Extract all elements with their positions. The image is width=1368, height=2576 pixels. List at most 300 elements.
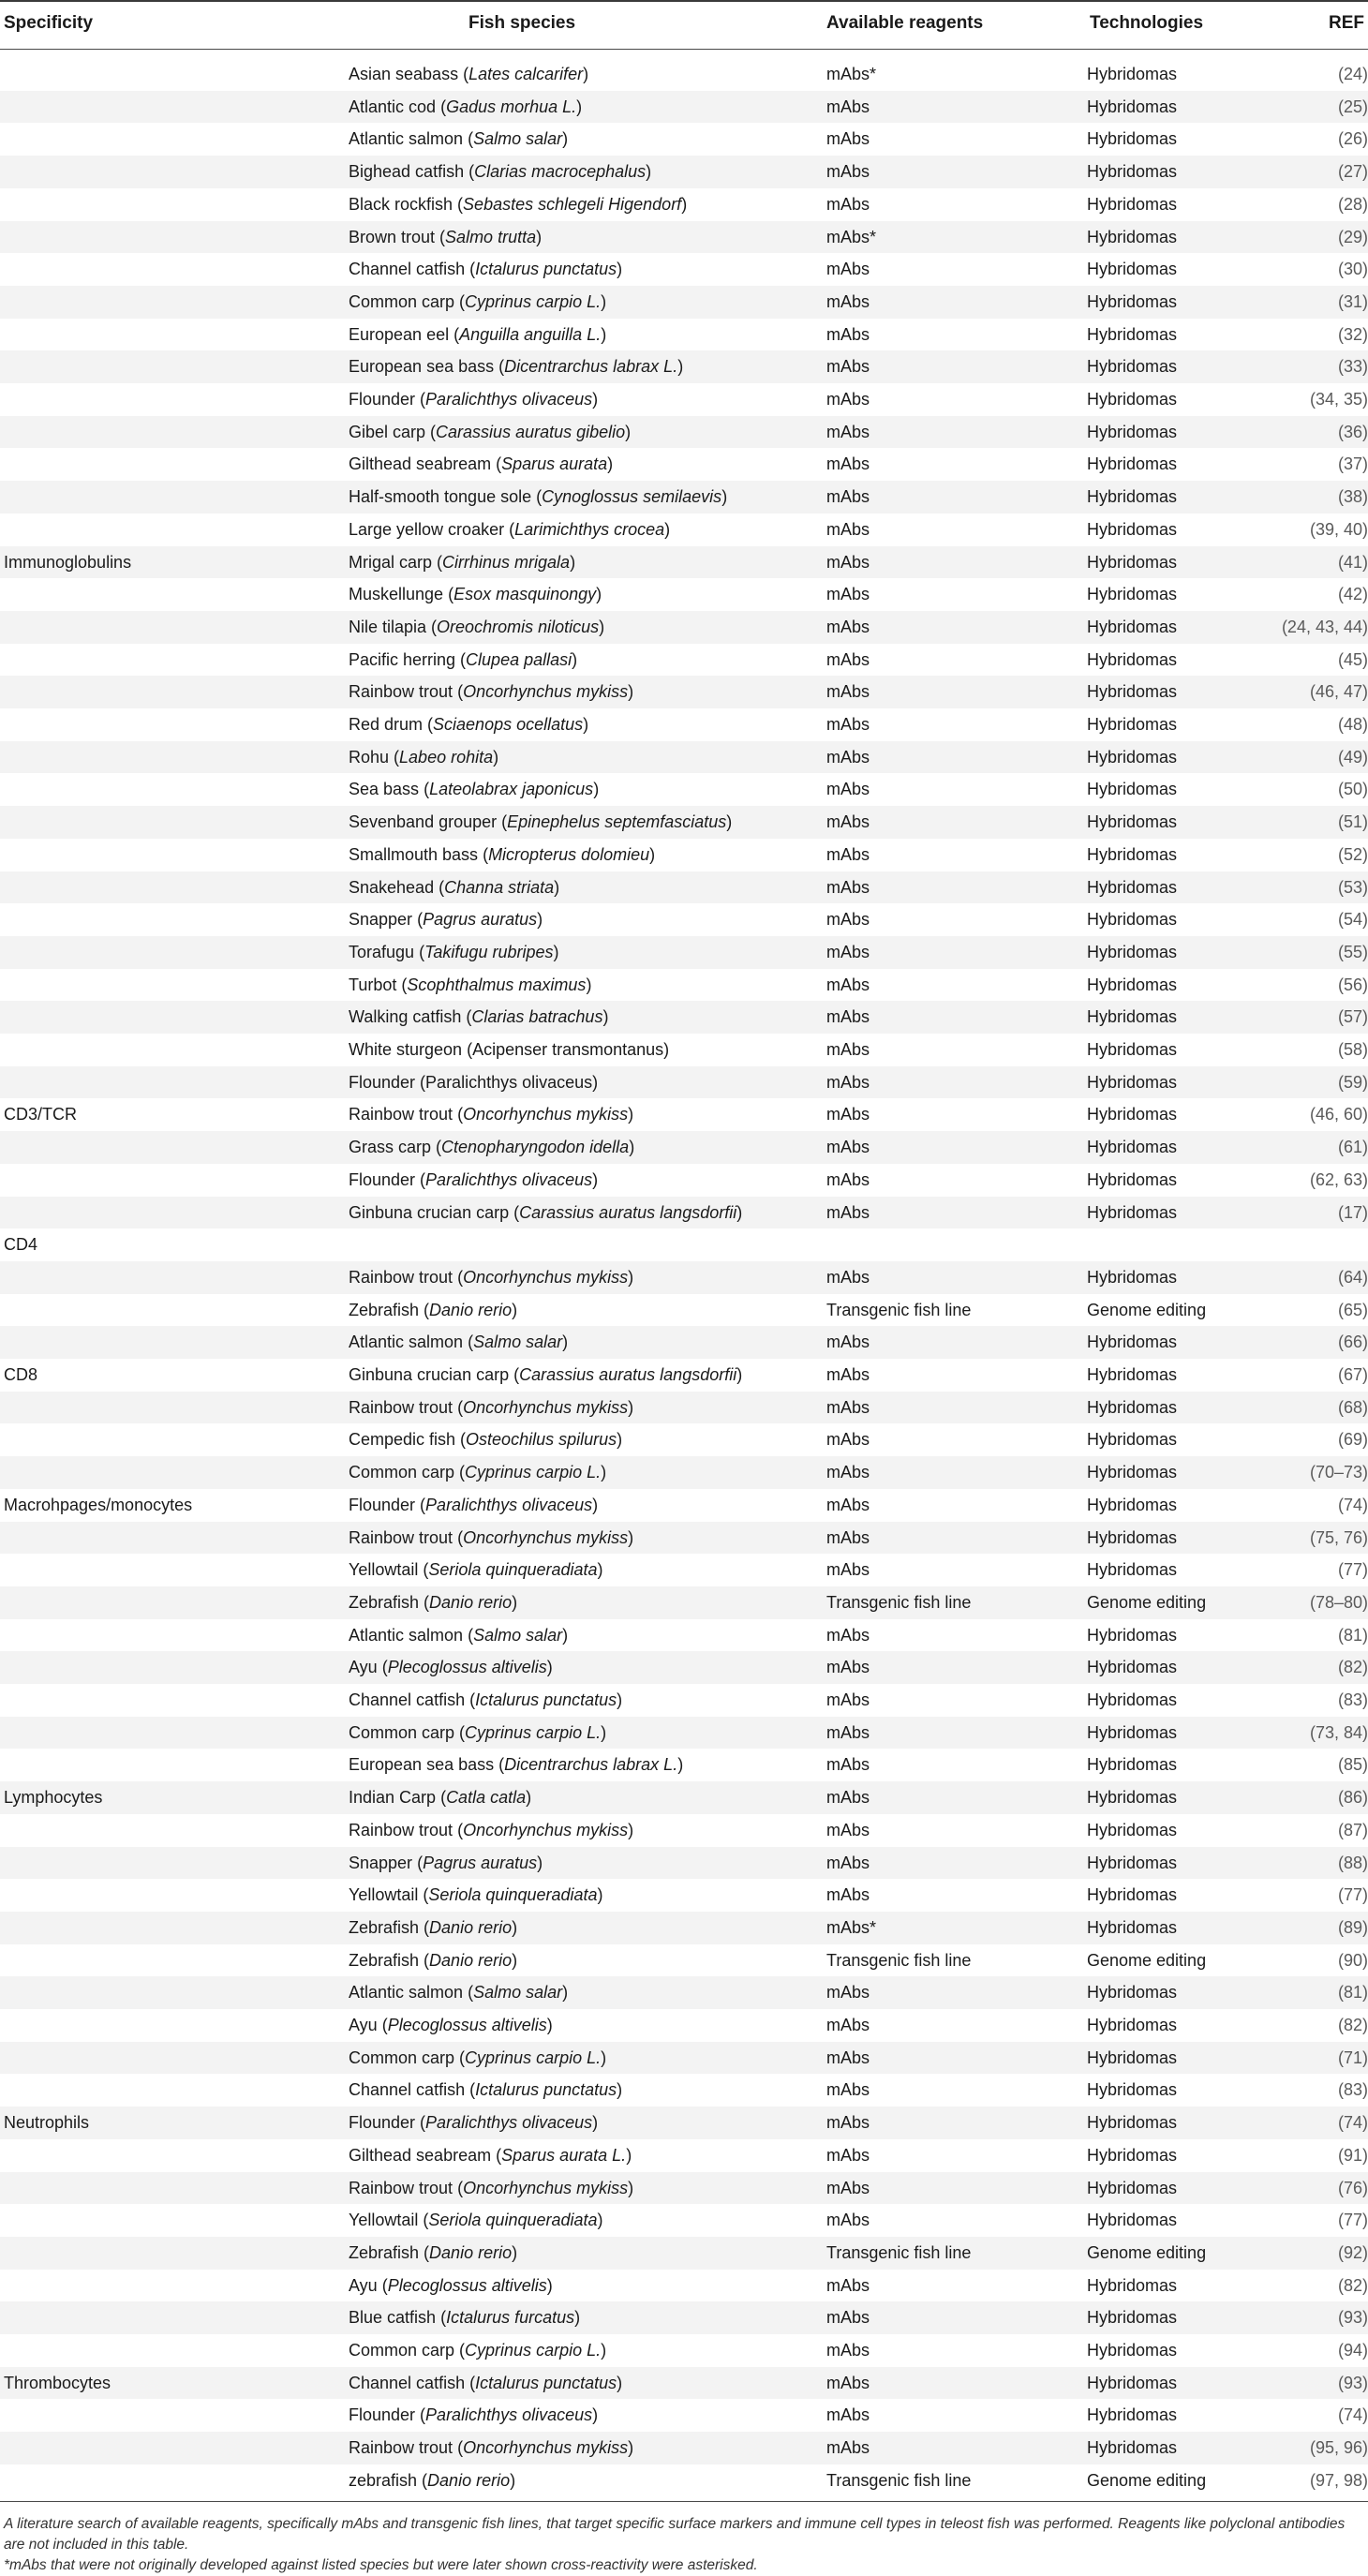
table-row: [0, 1034, 1368, 1066]
cell-technology: Hybridomas: [1087, 324, 1178, 344]
cell-fish-species: Flounder (Paralichthys olivaceus): [349, 1169, 599, 1189]
cell-ref: (94): [1337, 2341, 1368, 2360]
cell-technology: Hybridomas: [1087, 1267, 1178, 1287]
fish-common-name: Zebrafish: [349, 2242, 420, 2262]
cell-reagent: mAbs: [826, 324, 870, 344]
cell-technology: Hybridomas: [1087, 1690, 1178, 1709]
fish-scientific-name: Epinephelus septemfasciatus: [507, 812, 727, 832]
table-row: [0, 1847, 1368, 1880]
cell-reagent: mAbs: [826, 1138, 870, 1157]
cell-fish-species: Red drum (Sciaenops ocellatus): [349, 715, 589, 734]
fish-scientific-name: Ctenopharyngodon idella: [441, 1138, 630, 1157]
fish-scientific-name: Cyprinus carpio L.: [465, 1722, 602, 1742]
fish-scientific-name: Channa striata: [444, 877, 555, 897]
cell-technology: Hybridomas: [1087, 2275, 1178, 2295]
fish-scientific-name: Clupea pallasi: [466, 649, 572, 669]
cell-reagent: mAbs: [826, 2211, 870, 2230]
cell-reagent: mAbs: [826, 2016, 870, 2034]
table-row: [0, 2432, 1368, 2464]
fish-scientific-name: Sebastes schlegeli Higendorf: [463, 194, 682, 214]
cell-technology: Hybridomas: [1087, 519, 1178, 539]
table-row: [0, 416, 1368, 449]
cell-specificity: CD4: [4, 1235, 38, 1255]
fish-common-name: Rohu: [349, 747, 390, 767]
fish-common-name: Snakehead: [349, 877, 435, 897]
cell-fish-species: Atlantic salmon (Salmo salar): [349, 1983, 569, 2003]
cell-technology: Hybridomas: [1087, 1105, 1178, 1124]
fish-scientific-name: Takifugu rubripes: [424, 942, 554, 961]
cell-reagent: mAbs: [826, 1007, 870, 1027]
table-row: [0, 188, 1368, 221]
cell-fish-species: Yellowtail (Seriola quinqueradiata): [349, 1885, 603, 1905]
fish-common-name: Indian Carp: [349, 1788, 437, 1808]
fish-scientific-name: Paralichthys olivaceus: [425, 2405, 593, 2425]
fish-scientific-name: Scophthalmus maximus: [407, 975, 587, 994]
cell-technology: Hybridomas: [1087, 1169, 1178, 1189]
cell-technology: Hybridomas: [1087, 97, 1178, 116]
cell-fish-species: Ayu (Plecoglossus altivelis): [349, 1658, 553, 1677]
fish-common-name: Flounder: [349, 2113, 416, 2133]
table-row: [0, 1781, 1368, 1814]
fish-scientific-name: Oncorhynchus mykiss: [463, 1397, 629, 1417]
cell-fish-species: Blue catfish (Ictalurus furcatus): [349, 2308, 581, 2328]
table-row: [0, 1489, 1368, 1522]
fish-scientific-name: Dicentrarchus labrax L.: [504, 1755, 678, 1775]
cell-ref: (45): [1337, 649, 1368, 669]
cell-technology: Hybridomas: [1087, 65, 1178, 83]
fish-scientific-name: Danio rerio: [427, 2470, 511, 2490]
cell-fish-species: Gibel carp (Carassius auratus gibelio): [349, 422, 632, 441]
cell-technology: Hybridomas: [1087, 2080, 1178, 2100]
cell-ref: (38): [1337, 487, 1368, 507]
cell-fish-species: Ginbuna crucian carp (Carassius auratus langsdorfii): [349, 1202, 743, 1222]
fish-scientific-name: Paralichthys olivaceus: [425, 390, 593, 409]
cell-technology: Hybridomas: [1087, 1853, 1178, 1872]
fish-common-name: Common carp: [349, 291, 455, 311]
cell-fish-species: Snapper (Pagrus auratus): [349, 1853, 543, 1872]
cell-ref: (34, 35): [1309, 390, 1368, 409]
cell-fish-species: Flounder (Paralichthys olivaceus): [349, 2113, 599, 2133]
cell-reagent: mAbs: [826, 2405, 870, 2425]
cell-reagent: mAbs: [826, 844, 870, 864]
table-row: [0, 1586, 1368, 1619]
cell-reagent: mAbs: [826, 1072, 870, 1092]
cell-fish-species: Gilthead seabream (Sparus aurata L.): [349, 2145, 632, 2165]
cell-reagent: mAbs: [826, 1690, 870, 1709]
cell-reagent: mAbs: [826, 877, 870, 897]
fish-scientific-name: Paralichthys olivaceus: [425, 1495, 593, 1514]
cell-technology: Hybridomas: [1087, 291, 1178, 311]
fish-scientific-name: Cyprinus carpio L.: [465, 2047, 602, 2067]
cell-fish-species: Flounder (Paralichthys olivaceus): [349, 2405, 599, 2425]
cell-fish-species: Common carp (Cyprinus carpio L.): [349, 1463, 607, 1482]
cell-technology: Hybridomas: [1087, 1202, 1178, 1222]
table-row: [0, 123, 1368, 156]
cell-fish-species: Ayu (Plecoglossus altivelis): [349, 2275, 553, 2295]
cell-fish-species: Yellowtail (Seriola quinqueradiata): [349, 2211, 603, 2230]
cell-ref: (89): [1337, 1917, 1368, 1937]
table-row: [0, 676, 1368, 708]
table-row: [0, 871, 1368, 904]
cell-technology: Hybridomas: [1087, 1755, 1178, 1775]
cell-technology: Hybridomas: [1087, 844, 1178, 864]
cell-fish-species: Turbot (Scophthalmus maximus): [349, 975, 592, 994]
cell-reagent: mAbs: [826, 1365, 870, 1384]
fish-scientific-name: Ictalurus punctatus: [475, 1690, 617, 1709]
cell-technology: Hybridomas: [1087, 1527, 1178, 1547]
cell-reagent: mAbs: [826, 2308, 870, 2328]
cell-reagent: mAbs: [826, 487, 870, 507]
cell-technology: Hybridomas: [1087, 942, 1178, 961]
fish-scientific-name: Pagrus auratus: [423, 910, 538, 930]
cell-technology: Hybridomas: [1087, 1625, 1178, 1645]
table-row: [0, 286, 1368, 319]
fish-scientific-name: Oncorhynchus mykiss: [463, 1820, 629, 1839]
cell-technology: Hybridomas: [1087, 162, 1178, 182]
table-row: [0, 611, 1368, 644]
cell-reagent: Transgenic fish line: [826, 1592, 972, 1612]
cell-technology: Hybridomas: [1087, 1072, 1178, 1092]
cell-fish-species: Torafugu (Takifugu rubripes): [349, 942, 559, 961]
cell-reagent: mAbs: [826, 129, 870, 149]
fish-scientific-name: Paralichthys olivaceus: [425, 1169, 593, 1189]
table-row: [0, 969, 1368, 1002]
table-row: [0, 481, 1368, 514]
cell-reagent: mAbs: [826, 2373, 870, 2392]
cell-technology: Hybridomas: [1087, 1820, 1178, 1839]
fish-scientific-name: Sparus aurata L.: [501, 2145, 627, 2165]
cell-reagent: mAbs: [826, 1983, 870, 2003]
fish-common-name: Turbot: [349, 975, 397, 994]
cell-reagent: mAbs: [826, 942, 870, 961]
fish-common-name: Atlantic salmon: [349, 1333, 464, 1352]
fish-common-name: Zebrafish: [349, 1950, 420, 1970]
fish-common-name: Gibel carp: [349, 422, 426, 441]
cell-technology: Genome editing: [1087, 1592, 1207, 1612]
table-row: [0, 319, 1368, 351]
fish-common-name: Atlantic salmon: [349, 1983, 464, 2003]
fish-common-name: Gilthead seabream: [349, 454, 492, 474]
cell-reagent: mAbs: [826, 1267, 870, 1287]
fish-scientific-name: Oncorhynchus mykiss: [463, 1527, 629, 1547]
fish-common-name: zebrafish: [349, 2470, 418, 2490]
cell-ref: (69): [1337, 1430, 1368, 1450]
cell-ref: (88): [1337, 1853, 1368, 1872]
cell-ref: (31): [1337, 291, 1368, 311]
fish-scientific-name: Oncorhynchus mykiss: [463, 2438, 629, 2458]
cell-fish-species: Zebrafish (Danio rerio): [349, 2242, 518, 2262]
table-row: [0, 2237, 1368, 2270]
cell-technology: Hybridomas: [1087, 975, 1178, 994]
fish-scientific-name: Osteochilus spilurus: [466, 1430, 617, 1450]
table-row: [0, 221, 1368, 254]
cell-reagent: mAbs: [826, 422, 870, 441]
fish-scientific-name: Danio rerio: [429, 1300, 513, 1319]
cell-ref: (77): [1337, 2211, 1368, 2230]
cell-ref: (97, 98): [1309, 2470, 1368, 2490]
cell-reagent: mAbs: [826, 910, 870, 930]
fish-common-name: Sevenband grouper: [349, 812, 498, 832]
cell-ref: (25): [1337, 97, 1368, 116]
fish-scientific-name: Danio rerio: [429, 1592, 513, 1612]
table-row: [0, 1197, 1368, 1229]
cell-technology: Genome editing: [1087, 1300, 1207, 1319]
cell-ref: (26): [1337, 129, 1368, 149]
table-row: [0, 1684, 1368, 1717]
cell-ref: (85): [1337, 1755, 1368, 1775]
cell-fish-species: zebrafish (Danio rerio): [349, 2470, 516, 2490]
cell-reagent: mAbs: [826, 812, 870, 832]
cell-reagent: mAbs: [826, 1658, 870, 1677]
fish-scientific-name: Micropterus dolomieu: [488, 844, 650, 864]
cell-ref: (82): [1337, 2275, 1368, 2295]
fish-common-name: Flounder: [349, 1495, 416, 1514]
cell-technology: Hybridomas: [1087, 2438, 1178, 2458]
table-row: [0, 1456, 1368, 1489]
cell-fish-species: Ginbuna crucian carp (Carassius auratus langsdorfii): [349, 1365, 743, 1384]
cell-fish-species: Common carp (Cyprinus carpio L.): [349, 2047, 607, 2067]
cell-ref: (62, 63): [1309, 1169, 1368, 1189]
cell-ref: (49): [1337, 747, 1368, 767]
fish-common-name: Blue catfish: [349, 2308, 437, 2328]
cell-technology: Hybridomas: [1087, 129, 1178, 149]
header-technologies: Technologies: [1090, 13, 1204, 33]
fish-scientific-name: Ictalurus punctatus: [475, 260, 617, 279]
table-row: [0, 1261, 1368, 1294]
fish-common-name: Walking catfish: [349, 1007, 462, 1027]
fish-scientific-name: Clarias batrachus: [471, 1007, 603, 1027]
cell-fish-species: Zebrafish (Danio rerio): [349, 1300, 518, 1319]
table-row: [0, 1619, 1368, 1652]
cell-technology: Hybridomas: [1087, 2178, 1178, 2197]
table-row: [0, 2107, 1368, 2139]
cell-technology: Hybridomas: [1087, 1495, 1178, 1514]
fish-scientific-name: Ictalurus punctatus: [475, 2373, 617, 2392]
cell-technology: Hybridomas: [1087, 715, 1178, 734]
cell-specificity: CD8: [4, 1365, 38, 1384]
cell-fish-species: European sea bass (Dicentrarchus labrax L.): [349, 357, 684, 377]
fish-scientific-name: Sparus aurata: [501, 454, 608, 474]
table-row: [0, 839, 1368, 871]
fish-common-name: Muskellunge: [349, 585, 444, 604]
cell-fish-species: Atlantic salmon (Salmo salar): [349, 1333, 569, 1352]
cell-ref: (50): [1337, 780, 1368, 799]
fish-scientific-name: Clarias macrocephalus: [474, 162, 647, 182]
cell-fish-species: Atlantic salmon (Salmo salar): [349, 1625, 569, 1645]
cell-technology: Hybridomas: [1087, 649, 1178, 669]
cell-fish-species: Rainbow trout (Oncorhynchus mykiss): [349, 682, 634, 702]
cell-fish-species: Yellowtail (Seriola quinqueradiata): [349, 1560, 603, 1580]
cell-ref: (28): [1337, 194, 1368, 214]
cell-ref: (46, 47): [1309, 682, 1368, 702]
cell-ref: (61): [1337, 1138, 1368, 1157]
cell-reagent: Transgenic fish line: [826, 1300, 972, 1319]
cell-ref: (93): [1337, 2308, 1368, 2328]
fish-scientific-name: Anguilla anguilla L.: [459, 324, 602, 344]
cell-reagent: mAbs: [826, 162, 870, 182]
cell-technology: Hybridomas: [1087, 2405, 1178, 2425]
table-row: [0, 1098, 1368, 1131]
table-row: [0, 1131, 1368, 1164]
table-row: [0, 1912, 1368, 1944]
table-bottom-rule: [0, 2501, 1368, 2502]
fish-scientific-name: Cyprinus carpio L.: [465, 2341, 602, 2360]
fish-scientific-name: Carassius auratus gibelio: [436, 422, 626, 441]
fish-scientific-name: Salmo salar: [473, 1625, 563, 1645]
cell-reagent: mAbs: [826, 1430, 870, 1450]
table-row: [0, 773, 1368, 806]
fish-common-name: Zebrafish: [349, 1300, 420, 1319]
cell-fish-species: Flounder (Paralichthys olivaceus): [349, 1495, 599, 1514]
cell-ref: (54): [1337, 910, 1368, 930]
cell-technology: Hybridomas: [1087, 617, 1178, 636]
table-row: [0, 156, 1368, 188]
cell-ref: (17): [1337, 1202, 1368, 1222]
cell-reagent: mAbs: [826, 2113, 870, 2133]
fish-scientific-name: Larimichthys crocea: [514, 519, 665, 539]
cell-specificity: Immunoglobulins: [4, 552, 132, 572]
cell-ref: (74): [1337, 2405, 1368, 2425]
cell-reagent: mAbs: [826, 1169, 870, 1189]
fish-scientific-name: Oreochromis niloticus: [437, 617, 600, 636]
fish-common-name: Cempedic fish: [349, 1430, 456, 1450]
fish-scientific-name: Acipenser transmontanus: [472, 1040, 664, 1059]
cell-ref: (73, 84): [1309, 1722, 1368, 1742]
cell-reagent: mAbs: [826, 2178, 870, 2197]
fish-common-name: Nile tilapia: [349, 617, 427, 636]
cell-fish-species: Rainbow trout (Oncorhynchus mykiss): [349, 2438, 634, 2458]
fish-common-name: Ginbuna crucian carp: [349, 1365, 510, 1384]
cell-reagent: mAbs: [826, 715, 870, 734]
cell-technology: Hybridomas: [1087, 2308, 1178, 2328]
cell-ref: (66): [1337, 1333, 1368, 1352]
fish-scientific-name: Gadus morhua L.: [446, 97, 577, 116]
fish-common-name: Channel catfish: [349, 2080, 466, 2100]
fish-scientific-name: Salmo salar: [473, 1983, 563, 2003]
cell-technology: Hybridomas: [1087, 1658, 1178, 1677]
fish-scientific-name: Catla catla: [446, 1788, 527, 1808]
cell-technology: Hybridomas: [1087, 1983, 1178, 2003]
fish-common-name: Rainbow trout: [349, 1527, 454, 1547]
cell-fish-species: Nile tilapia (Oreochromis niloticus): [349, 617, 605, 636]
table-row: [0, 514, 1368, 546]
fish-common-name: Torafugu: [349, 942, 415, 961]
table-row: [0, 644, 1368, 677]
cell-reagent: mAbs: [826, 2145, 870, 2165]
cell-ref: (92): [1337, 2242, 1368, 2262]
cell-fish-species: Large yellow croaker (Larimichthys crocea): [349, 519, 671, 539]
table-row: [0, 2204, 1368, 2237]
cell-reagent: mAbs: [826, 1625, 870, 1645]
fish-scientific-name: Danio rerio: [429, 1917, 513, 1937]
fish-scientific-name: Cirrhinus mrigala: [442, 552, 571, 572]
cell-fish-species: Rainbow trout (Oncorhynchus mykiss): [349, 2178, 634, 2197]
cell-technology: Hybridomas: [1087, 1463, 1178, 1482]
cell-fish-species: Rainbow trout (Oncorhynchus mykiss): [349, 1527, 634, 1547]
cell-technology: Hybridomas: [1087, 780, 1178, 799]
fish-common-name: Snapper: [349, 1853, 413, 1872]
fish-scientific-name: Oncorhynchus mykiss: [463, 2178, 629, 2197]
cell-ref: (24, 43, 44): [1281, 617, 1368, 636]
table-row: [0, 350, 1368, 383]
fish-common-name: Channel catfish: [349, 260, 466, 279]
table-row: [0, 2464, 1368, 2497]
cell-technology: Hybridomas: [1087, 1722, 1178, 1742]
fish-scientific-name: Carassius auratus langsdorfii: [519, 1365, 737, 1384]
fish-common-name: Ginbuna crucian carp: [349, 1202, 510, 1222]
cell-ref: (82): [1337, 2016, 1368, 2034]
cell-fish-species: Zebrafish (Danio rerio): [349, 1917, 518, 1937]
cell-ref: (93): [1337, 2373, 1368, 2392]
table-row: [0, 1717, 1368, 1750]
cell-technology: Hybridomas: [1087, 1138, 1178, 1157]
cell-ref: (33): [1337, 357, 1368, 377]
cell-fish-species: Grass carp (Ctenopharyngodon idella): [349, 1138, 635, 1157]
fish-scientific-name: Oncorhynchus mykiss: [463, 682, 629, 702]
cell-fish-species: Flounder (Paralichthys olivaceus): [349, 390, 599, 409]
cell-ref: (65): [1337, 1300, 1368, 1319]
fish-common-name: Pacific herring: [349, 649, 456, 669]
cell-fish-species: Channel catfish (Ictalurus punctatus): [349, 1690, 623, 1709]
cell-reagent: mAbs: [826, 1788, 870, 1808]
cell-technology: Hybridomas: [1087, 487, 1178, 507]
fish-common-name: Black rockfish: [349, 194, 454, 214]
table-row: [0, 58, 1368, 91]
fish-common-name: Bighead catfish: [349, 162, 465, 182]
table-row: [0, 1294, 1368, 1327]
fish-common-name: Rainbow trout: [349, 2438, 454, 2458]
fish-scientific-name: Ictalurus furcatus: [446, 2308, 575, 2328]
cell-reagent: mAbs: [826, 1853, 870, 1872]
fish-common-name: Rainbow trout: [349, 2178, 454, 2197]
cell-technology: Hybridomas: [1087, 1040, 1178, 1059]
cell-fish-species: Smallmouth bass (Micropterus dolomieu): [349, 844, 656, 864]
fish-common-name: Rainbow trout: [349, 1267, 454, 1287]
header-ref: REF: [1329, 13, 1364, 33]
cell-technology: Hybridomas: [1087, 2016, 1178, 2034]
fish-common-name: Channel catfish: [349, 2373, 466, 2392]
table-row: [0, 1944, 1368, 1977]
fish-scientific-name: Paralichthys olivaceus: [425, 1072, 593, 1092]
cell-reagent: mAbs: [826, 1397, 870, 1417]
table-row: [0, 91, 1368, 124]
cell-reagent: mAbs: [826, 390, 870, 409]
cell-fish-species: Rainbow trout (Oncorhynchus mykiss): [349, 1397, 634, 1417]
table-row: [0, 578, 1368, 611]
fish-common-name: Gilthead seabream: [349, 2145, 492, 2165]
cell-reagent: mAbs: [826, 1820, 870, 1839]
fish-common-name: Channel catfish: [349, 1690, 466, 1709]
table-row: [0, 2367, 1368, 2400]
table-row: [0, 2042, 1368, 2075]
cell-technology: Hybridomas: [1087, 1788, 1178, 1808]
cell-technology: Hybridomas: [1087, 422, 1178, 441]
cell-ref: (39, 40): [1309, 519, 1368, 539]
cell-ref: (53): [1337, 877, 1368, 897]
cell-reagent: mAbs: [826, 649, 870, 669]
cell-reagent: mAbs: [826, 585, 870, 604]
cell-ref: (27): [1337, 162, 1368, 182]
cell-technology: Hybridomas: [1087, 2211, 1178, 2230]
fish-scientific-name: Dicentrarchus labrax L.: [504, 357, 678, 377]
cell-ref: (55): [1337, 942, 1368, 961]
table-row: [0, 383, 1368, 416]
cell-technology: Hybridomas: [1087, 877, 1178, 897]
cell-ref: (83): [1337, 2080, 1368, 2100]
cell-technology: Hybridomas: [1087, 552, 1178, 572]
cell-technology: Hybridomas: [1087, 357, 1178, 377]
fish-scientific-name: Seriola quinqueradiata: [428, 1560, 598, 1580]
